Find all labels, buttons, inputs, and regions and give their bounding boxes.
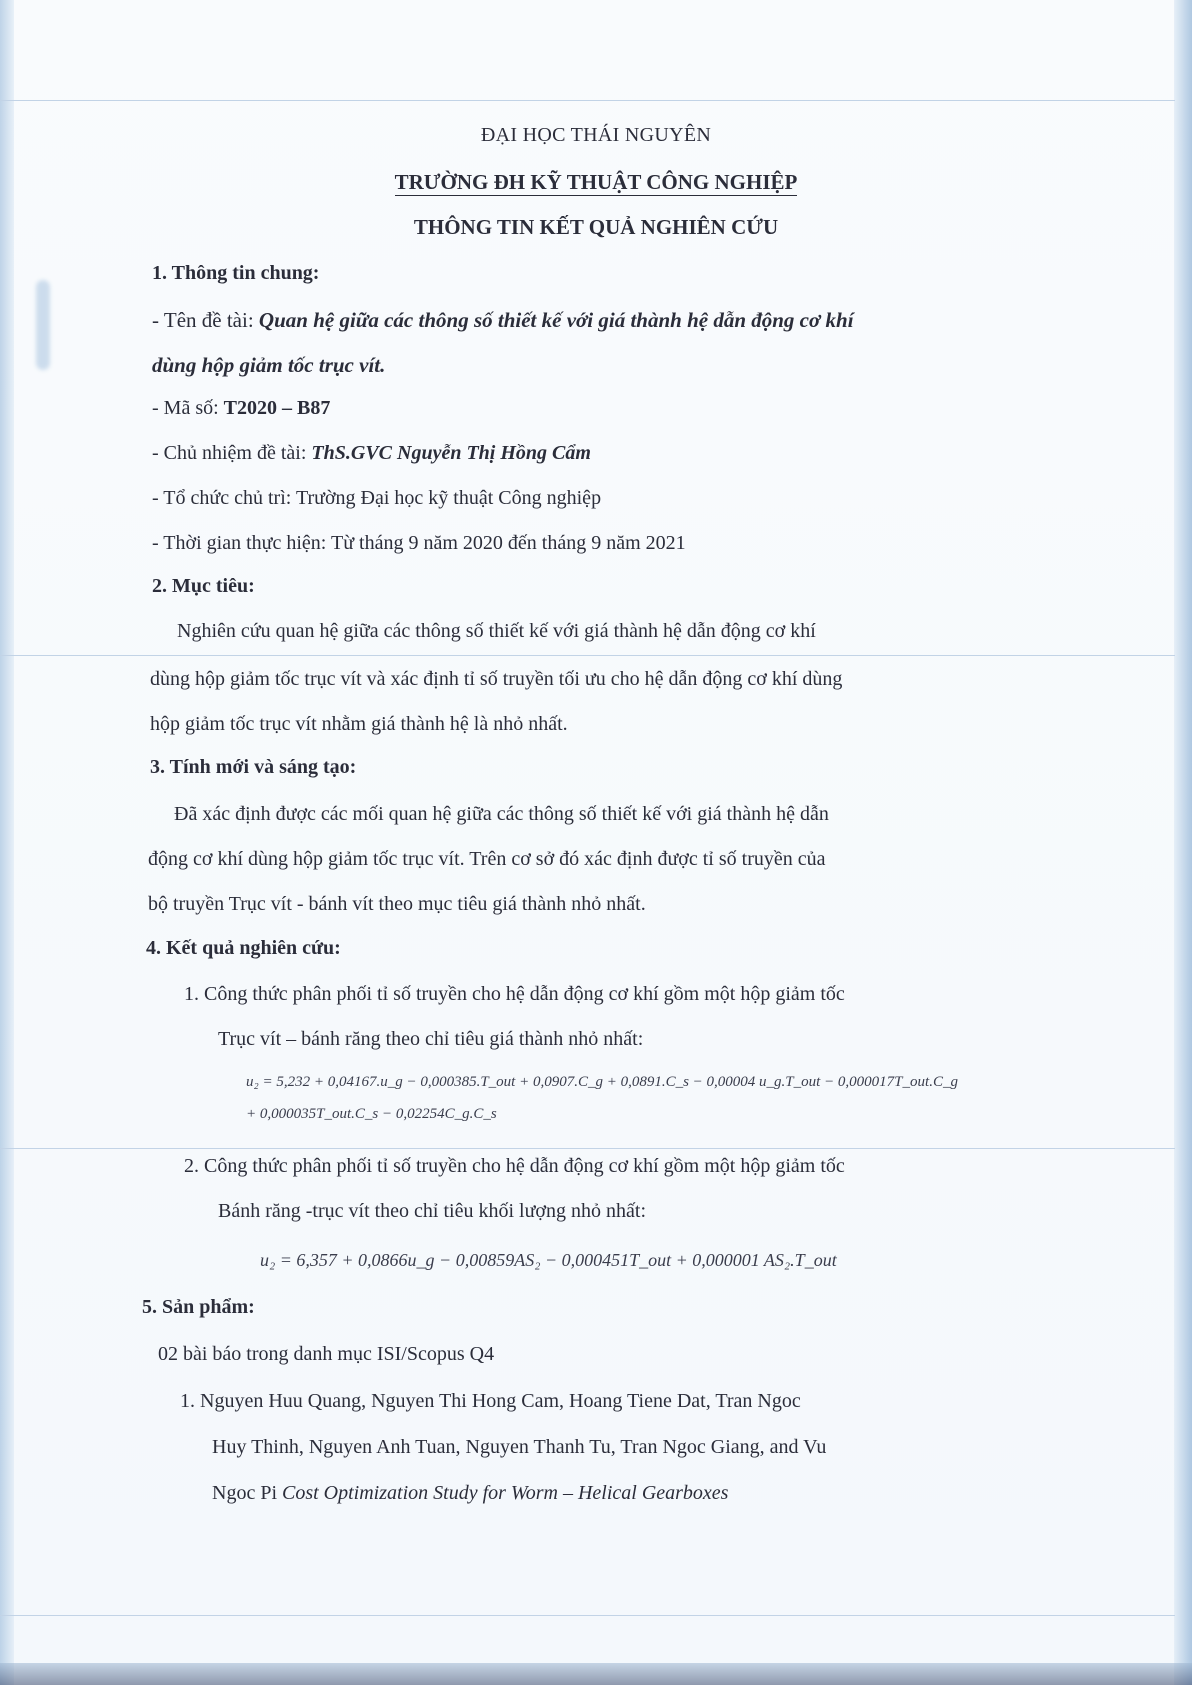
novelty-line: bộ truyền Trục vít - bánh vít theo mục tiêu giá thành nhỏ nhất.	[148, 893, 646, 915]
result-item-1-cont: Trục vít – bánh răng theo chỉ tiêu giá thành nhỏ nhất:	[218, 1028, 644, 1050]
topic-value: Quan hệ giữa các thông số thiết kế với giá thành hệ dẫn động cơ khí	[258, 308, 854, 332]
page-title: THÔNG TIN KẾT QUẢ NGHIÊN CỨU	[413, 215, 779, 239]
goal-line: dùng hộp giảm tốc trục vít và xác định tỉ số truyền tối ưu cho hệ dẫn động cơ khí dùng	[150, 668, 843, 690]
code-value: T2020 – B87	[223, 397, 331, 419]
section4-heading: 4. Kết quả nghiên cứu:	[146, 937, 341, 959]
code-line	[152, 397, 330, 420]
leader-line	[152, 442, 591, 465]
section3-heading: 3. Tính mới và sáng tạo:	[150, 756, 357, 778]
goal-line: hộp giảm tốc trục vít nhằm giá thành hệ là nhỏ nhất.	[150, 713, 568, 735]
novelty-line: động cơ khí dùng hộp giảm tốc trục vít. Trên cơ sở đó xác định được tỉ số truyền của	[148, 848, 826, 870]
goal-line: Nghiên cứu quan hệ giữa các thông số thiết kế với giá thành hệ dẫn động cơ khí	[177, 620, 816, 642]
code-label: - Mã số:	[152, 397, 224, 419]
formula-2: u₂ = 6,357 + 0,0866u_g − 0,00859AS₂ − 0,000451T_out + 0,000001 AS₂.T_out	[260, 1250, 837, 1270]
novelty-line: Đã xác định được các mối quan hệ giữa các thông số thiết kế với giá thành hệ dẫn	[174, 803, 829, 825]
scan-smudge	[36, 280, 50, 370]
ruled-line	[0, 655, 1175, 656]
reference-authors-end: Ngoc Pi	[212, 1482, 282, 1504]
reference-title: Cost Optimization Study for Worm – Helical Gearboxes	[282, 1482, 729, 1504]
leader-value: ThS.GVC Nguyễn Thị Hồng Cẩm	[311, 442, 591, 464]
school-name: TRƯỜNG ĐH KỸ THUẬT CÔNG NGHIỆP	[394, 170, 798, 194]
products-line: 02 bài báo trong danh mục ISI/Scopus Q4	[158, 1343, 495, 1365]
scan-edge-bottom	[0, 1663, 1192, 1685]
org-line: - Tổ chức chủ trì: Trường Đại học kỹ thuật Công nghiệp	[152, 487, 602, 509]
time-line: - Thời gian thực hiện: Từ tháng 9 năm 2020 đến tháng 9 năm 2021	[152, 532, 686, 554]
ruled-line	[0, 1615, 1175, 1616]
leader-label: - Chủ nhiệm đề tài:	[152, 442, 312, 464]
scan-edge-right	[1174, 0, 1192, 1685]
topic-label: - Tên đề tài:	[152, 308, 259, 332]
university-name: ĐẠI HỌC THÁI NGUYÊN	[480, 124, 712, 146]
section5-heading: 5. Sản phẩm:	[142, 1296, 255, 1318]
ruled-line	[0, 100, 1175, 101]
section2-heading: 2. Mục tiêu:	[152, 575, 255, 597]
ruled-line	[0, 1148, 1175, 1149]
formula-1-cont: + 0,000035T_out.C_s − 0,02254C_g.C_s	[246, 1106, 497, 1122]
result-item-1: 1. Công thức phân phối tỉ số truyền cho hệ dẫn động cơ khí gồm một hộp giảm tốc	[184, 983, 845, 1005]
scan-edge-left	[0, 0, 14, 1685]
topic-value-cont: dùng hộp giảm tốc trục vít.	[152, 353, 386, 377]
topic-line	[152, 308, 854, 333]
section1-heading: 1. Thông tin chung:	[152, 262, 320, 284]
reference-item: 1. Nguyen Huu Quang, Nguyen Thi Hong Cam, Hoang Tiene Dat, Tran Ngoc	[180, 1390, 801, 1412]
reference-item-cont: Huy Thinh, Nguyen Anh Tuan, Nguyen Thanh Tu, Tran Ngoc Giang, and Vu	[212, 1436, 827, 1458]
result-item-2-cont: Bánh răng -trục vít theo chỉ tiêu khối lượng nhỏ nhất:	[218, 1200, 646, 1222]
reference-item-cont	[212, 1482, 728, 1505]
result-item-2: 2. Công thức phân phối tỉ số truyền cho hệ dẫn động cơ khí gồm một hộp giảm tốc	[184, 1155, 845, 1177]
formula-1: u₂ = 5,232 + 0,04167.u_g − 0,000385.T_out + 0,0907.C_g + 0,0891.C_s − 0,00004 u_g.T_out − 0,000017T_out.C_g	[246, 1074, 958, 1090]
